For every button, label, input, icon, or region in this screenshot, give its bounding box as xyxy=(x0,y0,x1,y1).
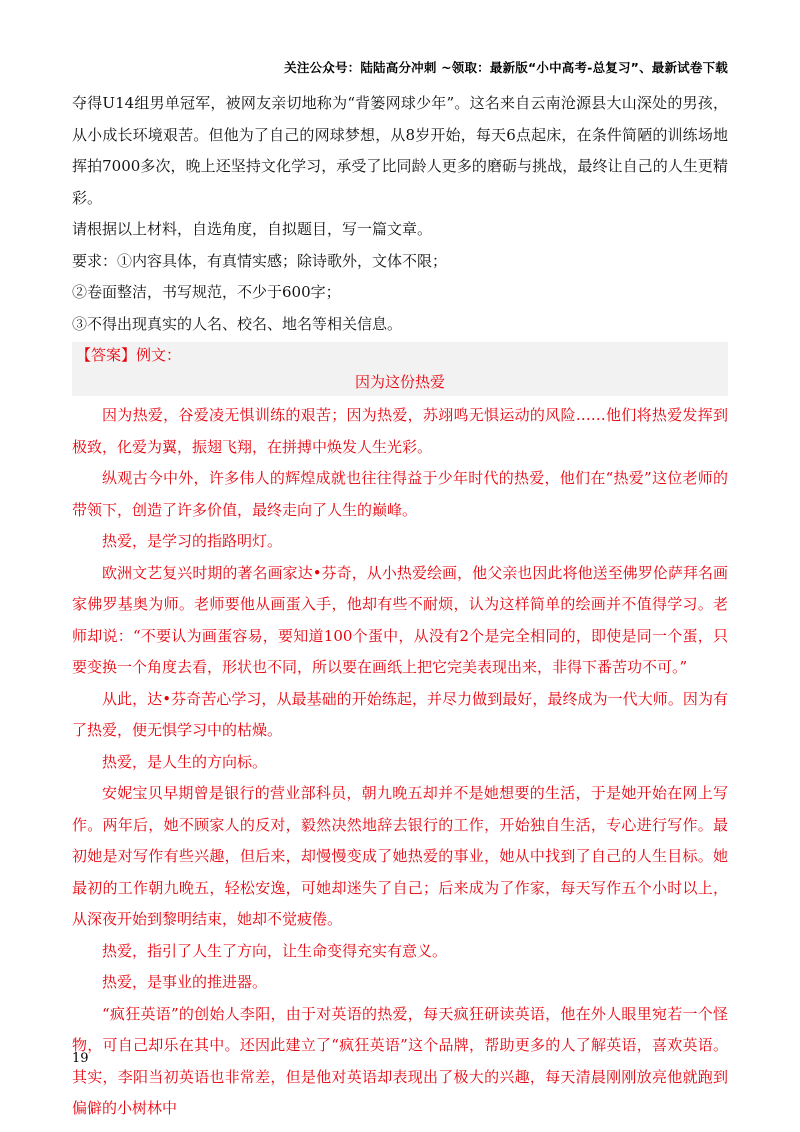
essay-paragraph: 欧洲文艺复兴时期的著名画家达•芬奇，从小热爱绘画，他父亲也因此将他送至佛罗伦萨拜名画家佛罗基奥为师。老师要他从画蛋入手，他却有些不耐烦，认为这样简单的绘画并不值得学习。老师却说：“不要认为画蛋容易，要知道100个蛋中，从没有2个是完全相同的，即使是同一个蛋，只要变换一个角度去看，形状也不同，所以要在画纸上把它完美表现出来，非得下番苦功不可。” xyxy=(72,563,728,676)
essay-paragraph: “疯狂英语”的创始人李阳，由于对英语的热爱，每天疯狂研读英语，他在外人眼里宛若一个怪物，可自己却乐在其中。还因此建立了“疯狂英语”这个品牌，帮助更多的人了解英语，喜欢英语。其实，李阳当初英语也非常差，但是他对英语却表现出了极大的兴趣，每天清晨刚刚放亮他就跑到偏僻的小树林中 xyxy=(72,1004,728,1117)
essay-paragraph: 热爱，指引了人生了方向，让生命变得充实有意义。 xyxy=(102,941,448,960)
document-body xyxy=(72,88,728,1125)
page-number: 19 xyxy=(72,1051,89,1066)
essay-paragraph: 热爱，是事业的推进器。 xyxy=(102,973,268,991)
requirement-1: 要求：①内容具体，有真情实感；除诗歌外，文体不限； xyxy=(72,251,448,270)
essay-paragraph: 纵观古今中外，许多伟人的辉煌成就也往往得益于少年时代的热爱，他们在“热爱”这位老师的带领下，创造了许多价值，最终走向了人生的巅峰。 xyxy=(72,469,728,519)
essay-title: 因为这份热爱 xyxy=(72,369,728,396)
essay-paragraph: 热爱，是学习的指路明灯。 xyxy=(102,532,283,550)
essay-paragraph: 热爱，是人生的方向标。 xyxy=(102,752,268,771)
answer-label: 【答案】 xyxy=(76,346,137,364)
essay-paragraph: 从此，达•芬奇苦心学习，从最基础的开始练起，并尽力做到最好，最终成为一代大师。因为有了热爱，便无惧学习中的枯燥。 xyxy=(72,689,728,739)
example-label: 例文： xyxy=(136,346,182,364)
essay-paragraph: 因为热爱，谷爱凌无惧训练的艰苦；因为热爱，苏翊鸣无惧运动的风险……他们将热爱发挥到极致，化爱为翼，振翅飞翔，在拼搏中焕发人生光彩。 xyxy=(72,406,728,456)
task-instruction: 请根据以上材料，自选角度，自拟题目，写一篇文章。 xyxy=(72,220,433,238)
requirement-3: ③不得出现真实的人名、校名、地名等相关信息。 xyxy=(72,314,403,333)
answer-header xyxy=(72,342,728,369)
page-header: 关注公众号：陆陆高分冲刺 ~领取：最新版“小中高考-总复习”、最新试卷下载 xyxy=(284,60,728,75)
requirement-2: ②卷面整洁，书写规范，不少于600字； xyxy=(72,283,341,301)
essay-paragraph: 安妮宝贝早期曾是银行的营业部科员，朝九晚五却并不是她想要的生活，于是她开始在网上写作。两年后，她不顾家人的反对，毅然决然地辞去银行的工作，开始独自生活，专心进行写作。最初她是对写作有些兴趣，但后来，却慢慢变成了她热爱的事业，她从中找到了自己的人生目标。她最初的工作朝九晚五，轻松安逸，可她却迷失了自己；后来成为了作家，每天写作五个小时以上，从深夜开始到黎明结束，她却不觉疲倦。 xyxy=(72,784,728,928)
material-paragraph: 夺得U14组男单冠军，被网友亲切地称为“背篓网球少年”。这名来自云南沧源县大山深处的男孩，从小成长环境艰苦。但他为了自己的网球梦想，从8岁开始，每天6点起床，在条件简陋的训练场地挥拍7000多次，晚上还坚持文化学习，承受了比同龄人更多的磨砺与挑战，最终让自己的人生更精彩。 xyxy=(72,94,728,207)
